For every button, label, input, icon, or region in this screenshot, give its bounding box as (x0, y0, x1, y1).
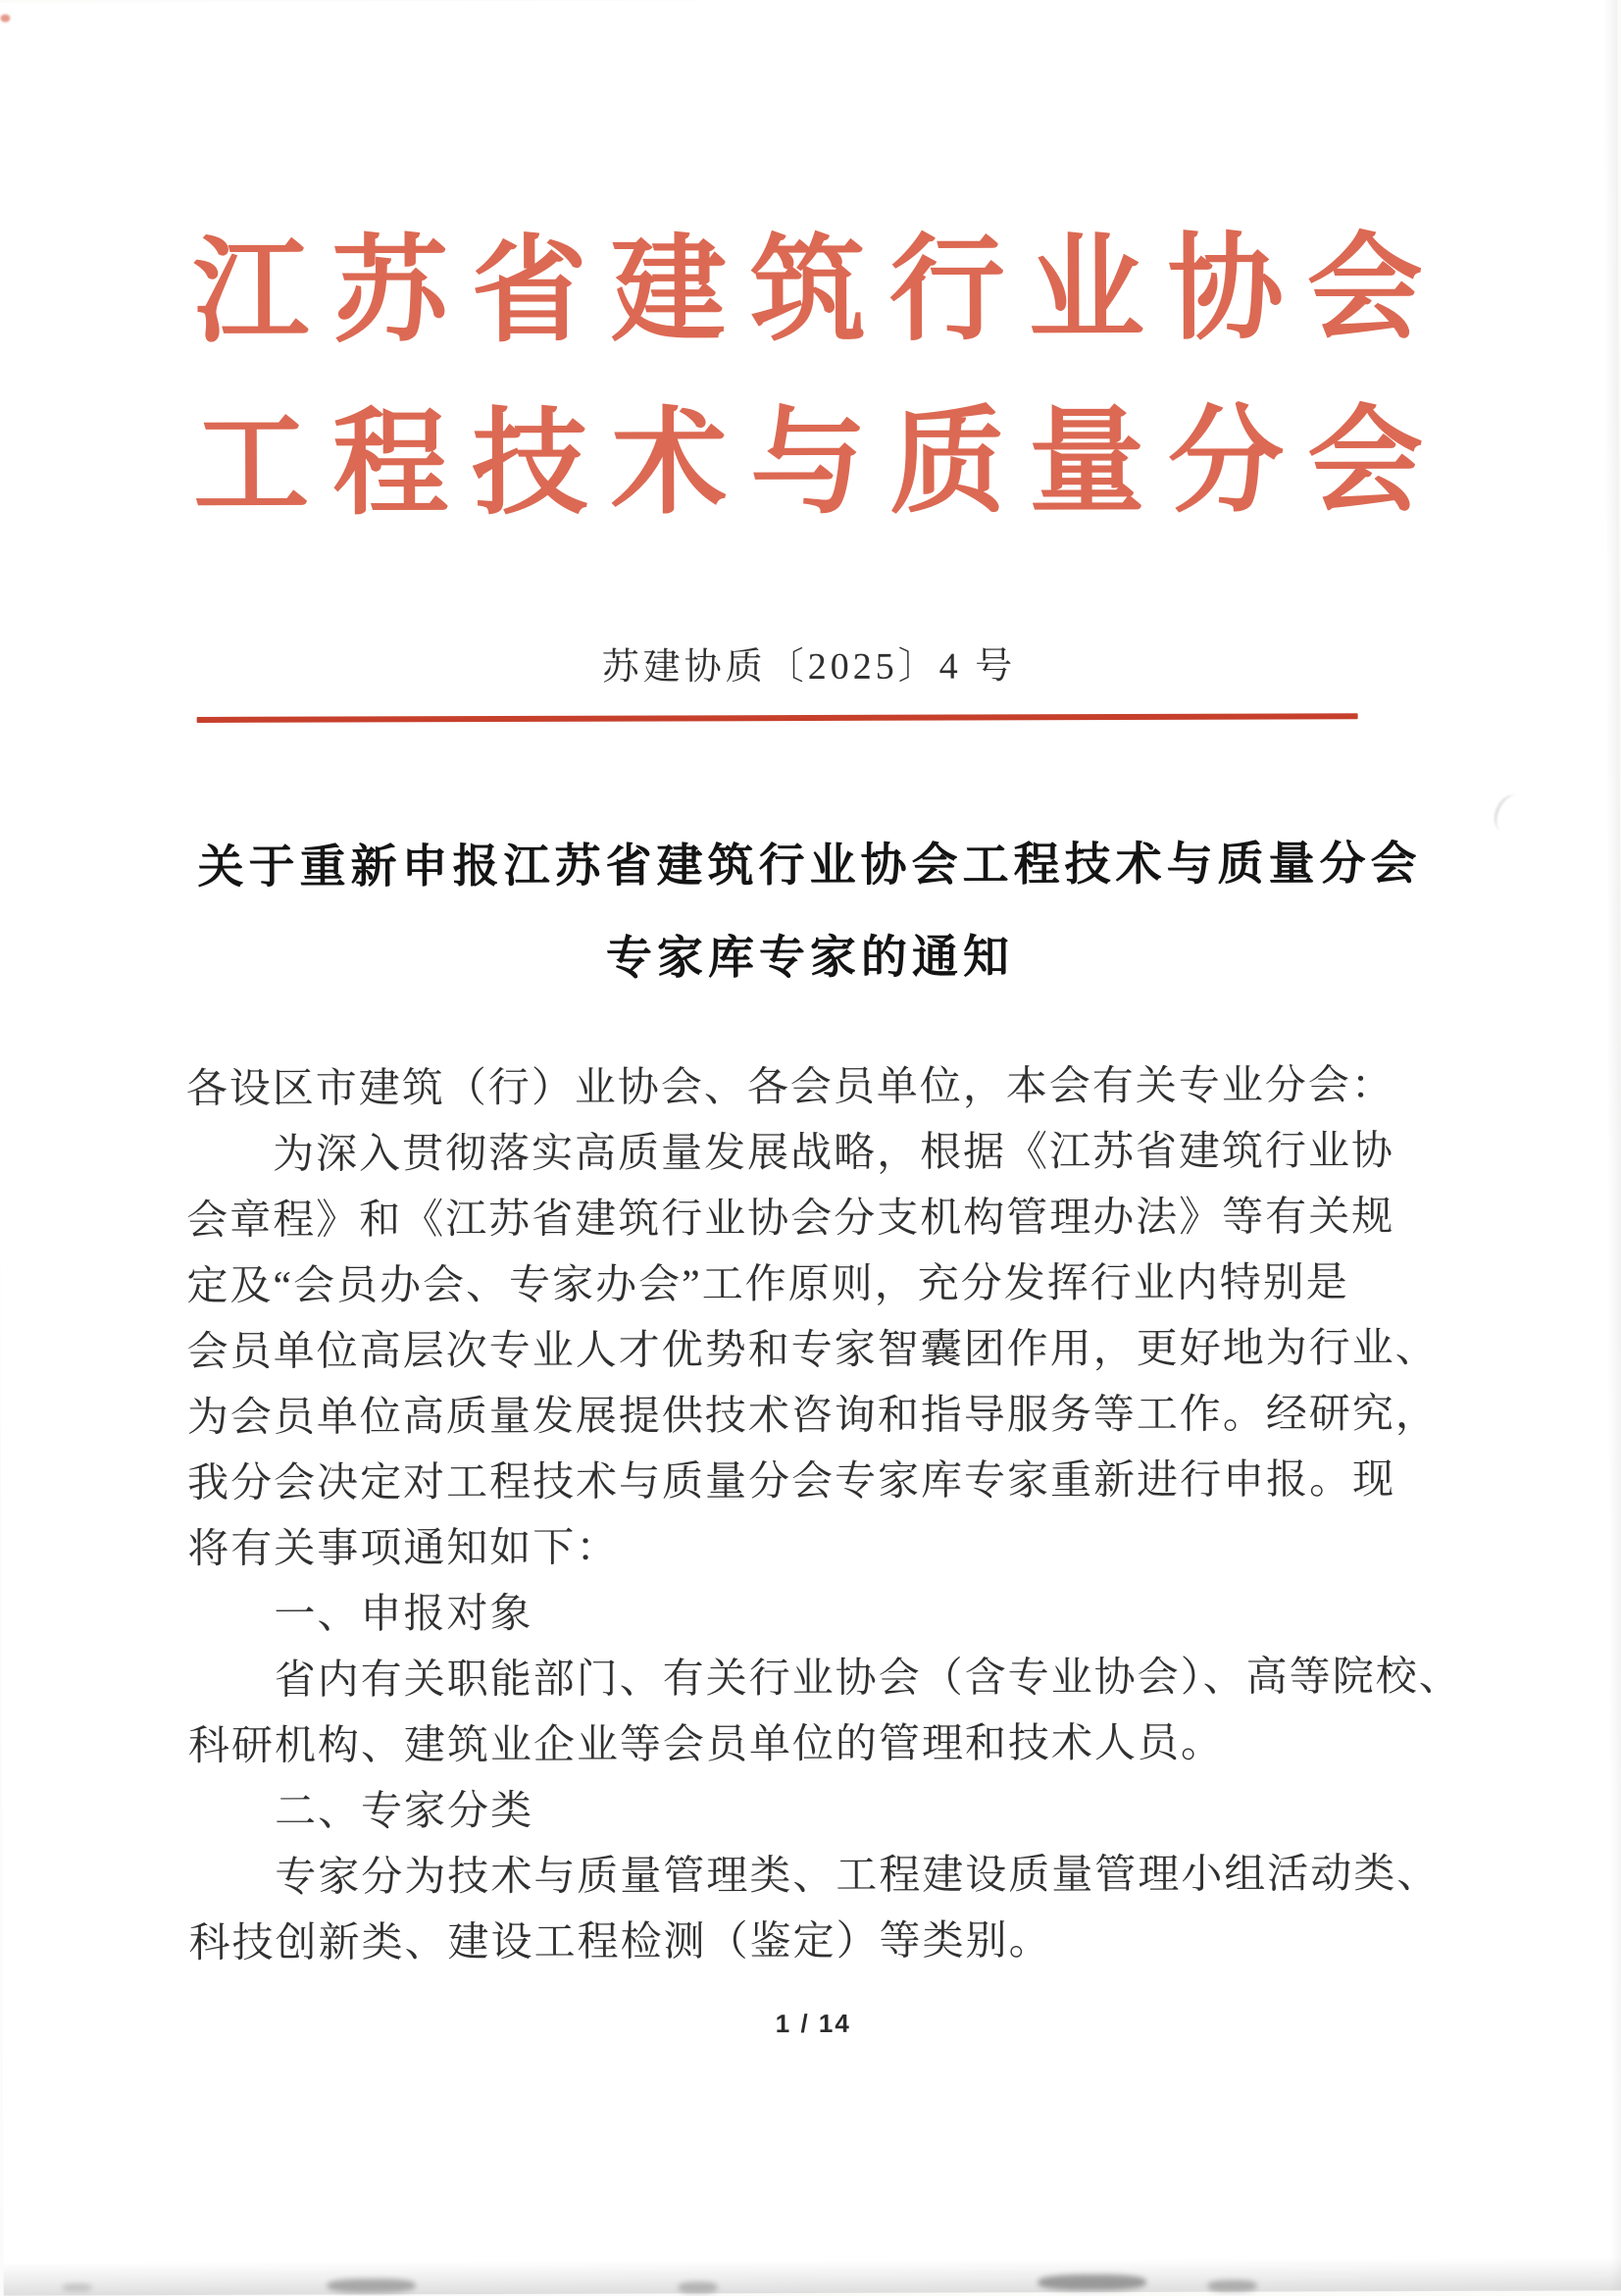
body-line: 定及“会员办会、专家办会”工作原则，充分发挥行业内特别是 (186, 1260, 1349, 1309)
body-line: 专家分为技术与质量管理类、工程建设质量管理小组活动类、 (275, 1851, 1441, 1901)
scan-smudge (1038, 2274, 1146, 2290)
scan-edge-shadow-right (1603, 0, 1621, 2290)
red-divider-line (197, 713, 1358, 723)
body-line: 为深入贯彻落实高质量发展战略，根据《江苏省建筑行业协 (272, 1129, 1395, 1178)
organization-header (0, 0, 1617, 530)
body-line: 会员单位高层次专业人才优势和专家智囊团作用，更好地为行业、 (186, 1325, 1439, 1375)
scan-smudge (1208, 2280, 1257, 2292)
scan-fleck (0, 15, 10, 23)
body-section-heading: 二、专家分类 (275, 1788, 534, 1835)
body-line: 将有关事项通知如下： (187, 1525, 620, 1572)
page-number: 1 / 14 (775, 2008, 851, 2039)
scan-edge-shadow-bottom (4, 2257, 1621, 2295)
body-line: 会章程》和《江苏省建筑行业协会分支机构管理办法》等有关规 (186, 1195, 1395, 1244)
notice-title-line2: 专家库专家的通知 (605, 932, 1014, 985)
scan-smudge (63, 2283, 92, 2291)
body-line: 各设区市建筑（行）业协会、各会员单位，本会有关专业分会： (185, 1063, 1394, 1112)
body-section-heading: 一、申报对象 (274, 1591, 533, 1638)
body-line: 省内有关职能部门、有关行业协会（含专业协会）、高等院校、 (274, 1654, 1462, 1704)
document-number: 苏建协质〔2025〕4 号 (601, 645, 1017, 689)
body-line: 为会员单位高质量发展提供技术咨询和指导服务等工作。经研究， (186, 1391, 1439, 1441)
notice-body (185, 1053, 1462, 1977)
organization-name-line1: 江苏省建筑行业协会 (192, 224, 1446, 357)
notice-title (0, 817, 1621, 1006)
scan-smudge (679, 2281, 718, 2293)
body-line: 科研机构、建筑业企业等会员单位的管理和技术人员。 (187, 1720, 1225, 1769)
body-line: 科技创新类、建设工程检测（鉴定）等类别。 (188, 1918, 1052, 1966)
scan-smudge (328, 2278, 416, 2292)
body-line: 我分会决定对工程技术与质量分会专家库专家重新进行申报。现 (187, 1457, 1396, 1506)
notice-title-line1: 关于重新申报江苏省建筑行业协会工程技术与质量分会 (197, 839, 1422, 893)
organization-name-line2: 工程技术与质量分会 (193, 396, 1447, 530)
